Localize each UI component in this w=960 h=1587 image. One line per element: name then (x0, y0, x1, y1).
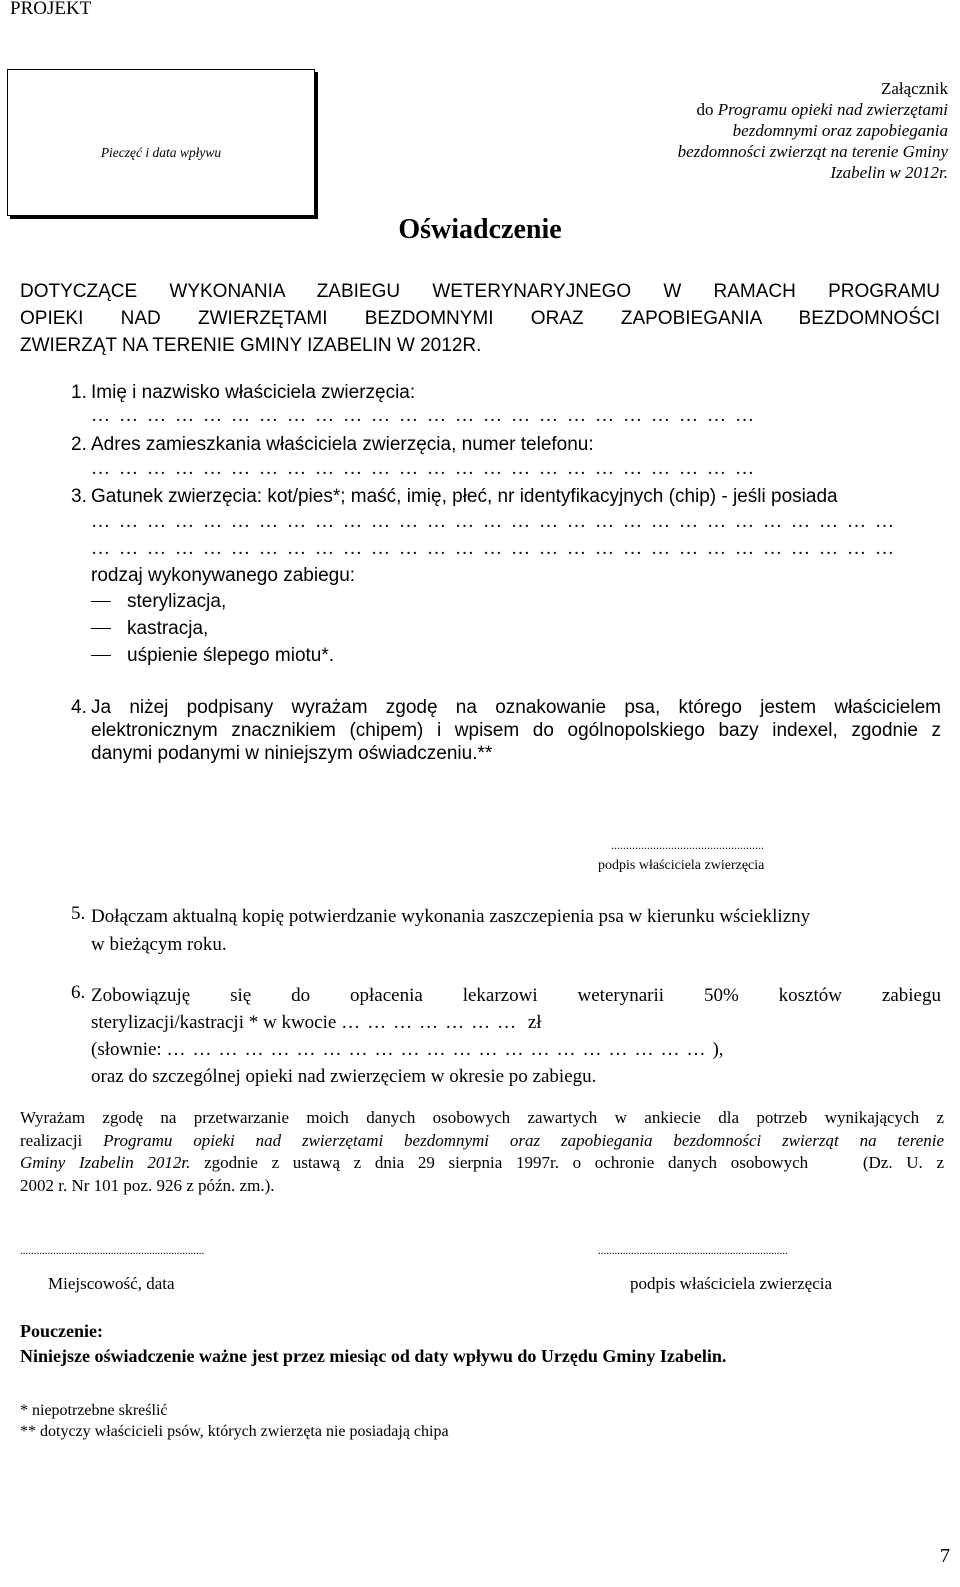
consent-line-2: realizacji Programu opieki nad zwierzętami bezdomnymi oraz zapobiegania bezdomności zwierząt na terenie (20, 1130, 945, 1150)
item-5-text (91, 903, 941, 959)
item-4-number: 4. (71, 697, 87, 718)
item-4-line-3: danymi podanymi w niniejszym oświadczeniu.** (91, 743, 493, 764)
consent-line-4: 2002 r. Nr 101 poz. 926 z późn. zm.). (20, 1175, 275, 1195)
item-6-number: 6. (71, 982, 86, 1003)
instruction-block (20, 1319, 940, 1369)
dash-icon (91, 601, 111, 602)
procedure-option-castration[interactable]: kastracja, (91, 618, 208, 640)
consent-paragraph (20, 1107, 944, 1197)
procedure-label: rodzaj wykonywanego zabiegu: (91, 565, 356, 586)
item-1-label: Imię i nazwisko właściciela zwierzęcia: (91, 382, 416, 403)
document-heading (20, 278, 940, 359)
amount-field[interactable]: ………………… (341, 1012, 524, 1033)
item-1-number: 1. (71, 382, 87, 403)
owner-signature-line-1[interactable]: ................................................... (611, 838, 764, 852)
owner-signature-label-1: podpis właściciela zwierzęcia (598, 858, 765, 873)
dash-icon (91, 655, 111, 656)
owner-signature-line-2[interactable]: ..................................................................... (598, 1245, 788, 1257)
item-4-line-1: Ja niżej podpisany wyrażam zgodę na oznakowanie psa, którego jestem właścicielem (91, 697, 941, 718)
owner-signature-label-2: podpis właściciela zwierzęcia (630, 1274, 833, 1293)
footnote-2: ** dotyczy właścicieli psów, których zwierzęta nie posiadają chipa (20, 1423, 449, 1440)
annex-line-5: Izabelin w 2012r. (830, 163, 948, 182)
item-3-label: Gatunek zwierzęcia: kot/pies*; maść, imię, płeć, nr identyfikacyjnych (chip) - jeśli posiada (91, 486, 838, 507)
item-6-text (91, 982, 941, 1090)
item-5-number: 5. (71, 903, 86, 924)
instruction-title: Pouczenie: (20, 1321, 103, 1341)
project-label: PROJEKT (10, 0, 92, 19)
item-4-text (91, 697, 941, 765)
procedure-option-sterilization[interactable]: sterylizacja, (91, 591, 226, 613)
item-6-line-1: Zobowiązuję się do opłacenia lekarzowi weterynarii 50% kosztów zabiegu (91, 985, 941, 1006)
instruction-text: Niniejsze oświadczenie ważne jest przez miesiąc od daty wpływu do Urzędu Gminy Izabelin. (20, 1346, 727, 1366)
document-title: Oświadczenie (398, 214, 562, 245)
annex-note (568, 78, 948, 183)
heading-line-1: DOTYCZĄCE WYKONANIA ZABIEGU WETERYNARYJNEGO W RAMACH PROGRAMU (20, 281, 940, 302)
item-6-line-2: sterylizacji/kastracji * w kwocie ………………… zł (91, 1012, 542, 1033)
annex-line-2: do Programu opieki nad zwierzętami (696, 100, 948, 119)
item-2-number: 2. (71, 434, 87, 455)
footnote-1: * niepotrzebne skreślić (20, 1402, 168, 1419)
item-2-label: Adres zamieszkania właściciela zwierzęcia, numer telefonu: (91, 434, 594, 455)
annex-title: Załącznik (880, 79, 948, 98)
item-5-line-2: w bieżącym roku. (91, 934, 227, 955)
item-2-fill-line[interactable]: ……………………………………………………………… (91, 458, 763, 479)
procedure-option-euthanasia[interactable]: uśpienie ślepego miotu*. (91, 645, 334, 667)
amount-in-words-field[interactable]: ……………………………………………………… (166, 1039, 713, 1060)
page-number: 7 (940, 1545, 950, 1567)
place-date-line[interactable]: ................................................................... (20, 1245, 205, 1257)
annex-line-3: bezdomnymi oraz zapobiegania (732, 121, 948, 140)
item-6-line-3: (słownie: ………………………………………………………), (91, 1039, 724, 1060)
place-date-label: Miejscowość, data (48, 1274, 175, 1293)
item-3-fill-line-2[interactable]: …………………………………………………………………………… (91, 538, 903, 559)
stamp-box (7, 69, 315, 216)
heading-line-2: OPIEKI NAD ZWIERZĘTAMI BEZDOMNYMI ORAZ ZAPOBIEGANIA BEZDOMNOŚCI (20, 308, 940, 329)
item-4-line-2: elektronicznym znacznikiem (chipem) i wpisem do ogólnopolskiego bazy indexel, zgodnie z (91, 720, 941, 741)
consent-line-1: Wyrażam zgodę na przetwarzanie moich danych osobowych zawartych w ankiecie dla potrzeb wynikających z (20, 1108, 944, 1127)
footnotes (20, 1400, 449, 1442)
item-3-fill-line-1[interactable]: …………………………………………………………………………… (91, 511, 903, 532)
item-6-line-4: oraz do szczególnej opieki nad zwierzęciem w okresie po zabiegu. (91, 1066, 597, 1087)
heading-line-3: ZWIERZĄT NA TERENIE GMINY IZABELIN W 2012R. (20, 335, 482, 356)
item-1-fill-line[interactable]: ……………………………………………………………… (91, 405, 763, 426)
stamp-label: Pieczęć i data wpływu (100, 145, 222, 160)
consent-line-3: Gminy Izabelin 2012r. zgodnie z ustawą z dnia 29 sierpnia 1997r. o ochronie danych osobowych (Dz. U. z (20, 1153, 944, 1172)
dash-icon (91, 628, 111, 629)
item-5-line-1: Dołączam aktualną kopię potwierdzanie wykonania zaszczepienia psa w kierunku wścieklizny (91, 906, 811, 927)
item-3-number: 3. (71, 486, 87, 507)
annex-line-4: bezdomności zwierząt na terenie Gminy (677, 142, 948, 161)
